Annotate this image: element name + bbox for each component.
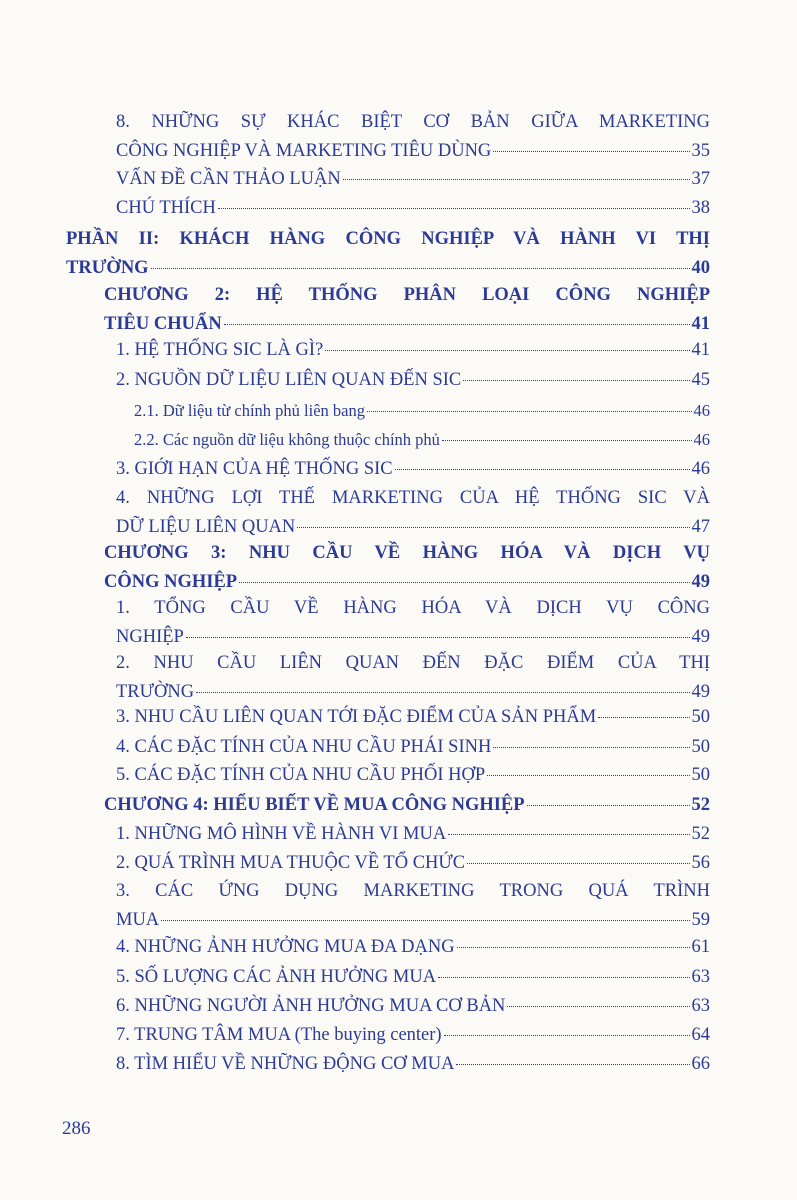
dot-leader — [456, 1064, 689, 1065]
toc-page-number: 52 — [691, 824, 710, 844]
dot-leader — [493, 151, 689, 152]
toc-page-number: 46 — [691, 459, 710, 479]
dot-leader — [239, 582, 689, 583]
toc-page-number: 49 — [691, 572, 710, 592]
toc-entry-title: 4. NHỮNG ẢNH HƯỞNG MUA ĐA DẠNG — [116, 937, 455, 957]
toc-page-number: 66 — [691, 1054, 710, 1074]
toc-entry-title: CHƯƠNG 4: HIỂU BIẾT VỀ MUA CÔNG NGHIỆP — [104, 795, 525, 815]
toc-entry-title: CHÚ THÍCH — [116, 198, 216, 218]
toc-page-number: 63 — [691, 996, 710, 1016]
toc-page-number: 59 — [691, 910, 710, 930]
toc-entry-title: 2.2. Các nguồn dữ liệu không thuộc chính phủ — [134, 430, 440, 449]
page-number: 286 — [62, 1118, 91, 1139]
toc-entry-title: PHẦN II: KHÁCH HÀNG CÔNG NGHIỆP VÀ HÀNH VI THỊ — [66, 229, 710, 249]
toc-entry-title: CHƯƠNG 3: NHU CẦU VỀ HÀNG HÓA VÀ DỊCH VỤ — [104, 543, 710, 563]
dot-leader — [442, 440, 692, 441]
toc-entry-title: 2.1. Dữ liệu từ chính phủ liên bang — [134, 401, 365, 420]
dot-leader — [367, 411, 692, 412]
dot-leader — [151, 268, 690, 269]
toc-page-number: 47 — [691, 517, 710, 537]
toc-entry — [116, 933, 710, 962]
dot-leader — [218, 208, 690, 209]
toc-entry-title: 1. NHỮNG MÔ HÌNH VỀ HÀNH VI MUA — [116, 824, 447, 844]
toc-page-number: 50 — [691, 765, 710, 785]
toc-entry-title-cont: TIÊU CHUẨN — [104, 314, 222, 334]
toc-entry — [116, 963, 710, 992]
toc-page-number: 50 — [691, 737, 710, 757]
toc-entry-title: 5. CÁC ĐẶC TÍNH CỦA NHU CẦU PHỐI HỢP — [116, 765, 486, 785]
toc-entry — [116, 703, 710, 732]
toc-entry-title: 2. NHU CẦU LIÊN QUAN ĐẾN ĐẶC ĐIỂM CỦA THỊ — [116, 653, 710, 673]
dot-leader — [493, 747, 689, 748]
toc-subsection-entry — [134, 396, 710, 425]
toc-entry — [116, 336, 710, 365]
toc-chapter-entry — [104, 791, 710, 820]
toc-entry-title: 1. HỆ THỐNG SIC LÀ GÌ? — [116, 340, 324, 360]
toc-entry-title-cont: NGHIỆP — [116, 627, 184, 647]
toc-entry-title: VẤN ĐỀ CẦN THẢO LUẬN — [116, 169, 341, 189]
dot-leader — [448, 834, 689, 835]
dot-leader — [463, 380, 689, 381]
toc-entry-title: CHƯƠNG 2: HỆ THỐNG PHÂN LOẠI CÔNG NGHIỆP — [104, 285, 710, 305]
toc-page-number: 41 — [691, 314, 710, 334]
toc-page-number: 52 — [691, 795, 710, 815]
toc-entry — [116, 820, 710, 849]
toc-entry — [116, 366, 710, 395]
toc-page-number: 38 — [691, 198, 710, 218]
toc-entry-title: 6. NHỮNG NGƯỜI ẢNH HƯỞNG MUA CƠ BẢN — [116, 996, 506, 1016]
dot-leader — [161, 920, 689, 921]
dot-leader — [224, 324, 690, 325]
toc-entry-title-cont: DỮ LIỆU LIÊN QUAN — [116, 517, 296, 537]
toc-entry-title: 2. NGUỒN DỮ LIỆU LIÊN QUAN ĐẾN SIC — [116, 370, 462, 390]
toc-subsection-entry — [134, 425, 710, 454]
toc-page-number: 46 — [693, 401, 710, 420]
toc-entry-title-cont: CÔNG NGHIỆP — [104, 572, 238, 592]
dot-leader — [487, 775, 689, 776]
dot-leader — [444, 1035, 690, 1036]
toc-entry-title: 3. NHU CẦU LIÊN QUAN TỚI ĐẶC ĐIỂM CỦA SẢN PHẨM — [116, 707, 597, 727]
dot-leader — [457, 947, 690, 948]
toc-entry-title-cont: TRƯỜNG — [66, 258, 149, 278]
toc-entry — [116, 1050, 710, 1079]
dot-leader — [186, 637, 690, 638]
toc-entry — [116, 992, 710, 1021]
toc-entry — [116, 194, 710, 223]
toc-page-number: 35 — [691, 141, 710, 161]
toc-entry-title: 8. NHỮNG SỰ KHÁC BIỆT CƠ BẢN GIỮA MARKETING — [116, 112, 710, 132]
toc-entry-title: 7. TRUNG TÂM MUA (The buying center) — [116, 1025, 442, 1045]
toc-entry — [116, 484, 710, 542]
toc-part-entry — [66, 225, 710, 283]
toc-entry — [116, 594, 710, 652]
dot-leader — [598, 717, 689, 718]
dot-leader — [438, 977, 689, 978]
toc-entry-title: 4. NHỮNG LỢI THẾ MARKETING CỦA HỆ THỐNG SIC VÀ — [116, 488, 710, 508]
toc-page-number: 56 — [691, 853, 710, 873]
toc-page-number: 63 — [691, 967, 710, 987]
toc-page-number: 46 — [693, 430, 710, 449]
dot-leader — [196, 692, 689, 693]
toc-page-number: 61 — [691, 937, 710, 957]
toc-entry — [116, 877, 710, 935]
toc-entry — [116, 1021, 710, 1050]
toc-page-number: 50 — [691, 707, 710, 727]
toc-entry — [116, 108, 710, 166]
toc-page-number: 41 — [691, 340, 710, 360]
toc-page-number: 64 — [691, 1025, 710, 1045]
toc-chapter-entry — [104, 539, 710, 597]
toc-page-number: 37 — [691, 169, 710, 189]
dot-leader — [343, 179, 690, 180]
toc-entry-title-cont: CÔNG NGHIỆP VÀ MARKETING TIÊU DÙNG — [116, 141, 492, 161]
toc-page-number: 49 — [691, 627, 710, 647]
toc-entry-title: 4. CÁC ĐẶC TÍNH CỦA NHU CẦU PHÁI SINH — [116, 737, 492, 757]
toc-chapter-entry — [104, 281, 710, 339]
toc-entry-title: 5. SỐ LƯỢNG CÁC ẢNH HƯỞNG MUA — [116, 967, 437, 987]
dot-leader — [527, 805, 690, 806]
toc-entry-title: 3. CÁC ỨNG DỤNG MARKETING TRONG QUÁ TRÌNH — [116, 881, 710, 901]
dot-leader — [467, 863, 689, 864]
toc-entry-title: 3. GIỚI HẠN CỦA HỆ THỐNG SIC — [116, 459, 393, 479]
toc-entry — [116, 165, 710, 194]
toc-entry-title: 8. TÌM HIỂU VỀ NHỮNG ĐỘNG CƠ MUA — [116, 1054, 455, 1074]
toc-entry-title: 1. TỔNG CẦU VỀ HÀNG HÓA VÀ DỊCH VỤ CÔNG — [116, 598, 710, 618]
dot-leader — [507, 1006, 689, 1007]
dot-leader — [297, 527, 689, 528]
toc-page-number: 45 — [691, 370, 710, 390]
toc-entry — [116, 849, 710, 878]
toc-entry-title-cont: TRƯỜNG — [116, 682, 195, 702]
toc-entry — [116, 733, 710, 762]
toc-page-number: 40 — [691, 258, 710, 278]
toc-page-number: 49 — [691, 682, 710, 702]
toc-entry — [116, 761, 710, 790]
toc-entry-title: 2. QUÁ TRÌNH MUA THUỘC VỀ TỔ CHỨC — [116, 853, 466, 873]
toc-entry — [116, 455, 710, 484]
dot-leader — [325, 350, 689, 351]
toc-entry-title-cont: MUA — [116, 910, 160, 930]
dot-leader — [395, 469, 690, 470]
toc-entry — [116, 649, 710, 707]
